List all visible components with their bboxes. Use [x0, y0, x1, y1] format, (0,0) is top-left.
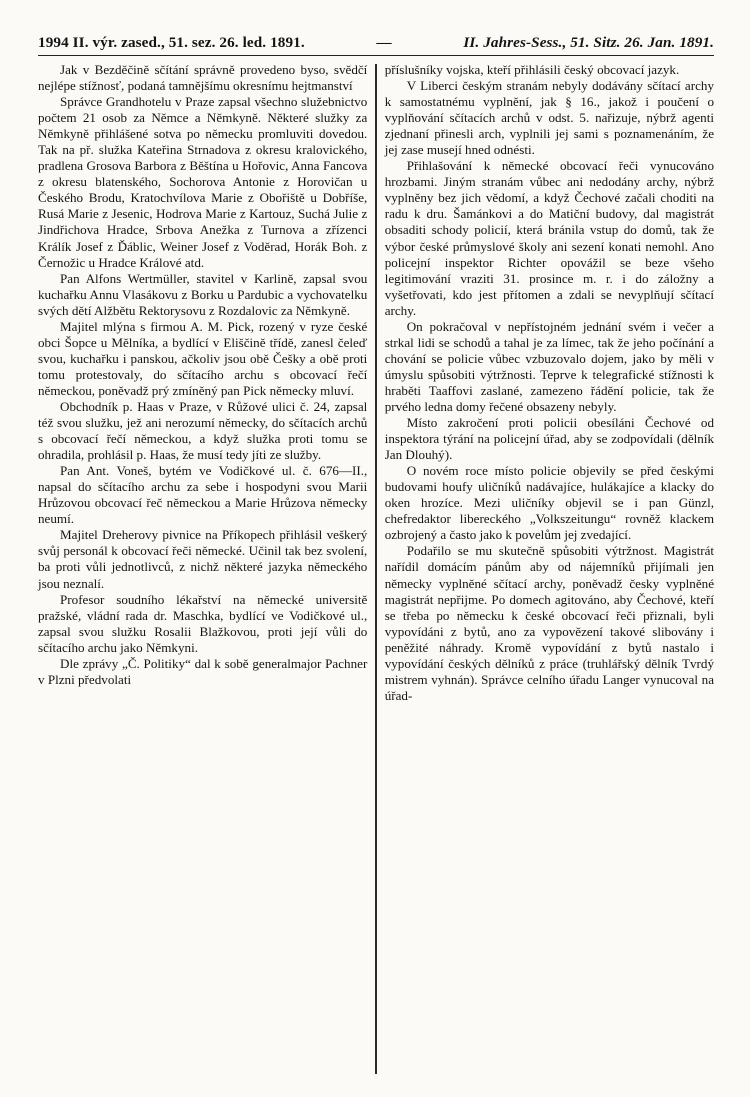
paragraph: Pan Ant. Voneš, bytém ve Vodičkové ul. č. 676—II., napsal do sčítacího archu za sebe i hospodyni svou Marii Hrůzovou obcovací řeč německou a Marie Hrůzova německy neumí.	[38, 463, 368, 527]
paragraph: Majitel mlýna s firmou A. M. Pick, rozený v ryze české obci Šopce u Mělníka, a bydlící v Eliščině třídě, zanesl čeleď svou, kuchařku i panskou, ačkoliv jsou obě Češky a obě proti tomu protestovaly, do sčítacího archu s obcovací řečí německou, poněvadž prý zmíněný pan Pick německy mluví.	[38, 318, 368, 398]
header-dash: —	[376, 34, 392, 51]
paragraph: Obchodník p. Haas v Praze, v Růžové ulici č. 24, zapsal též svou služku, jež ani nerozumí německy, do sčítacích archů s obcovací řečí německou, a když služka proti tomu se ohradila, prohlásil p. Haas, že musí tedy jíti ze služby.	[38, 398, 368, 463]
paragraph: Dle zprávy „Č. Politiky“ dal k sobě generalmajor Pachner v Plzni předvolati	[38, 655, 368, 687]
paragraph: Správce Grandhotelu v Praze zapsal všechno služebnictvo počtem 21 osob za Němce a Němkyně. Některé služky za Němkyně přihlášené sotva po německu promluviti dovedou. Tak na př. služka Kateřina Strnadova z okresu kralovického, pradlena Grosova Barbora z Běštína u Hořovic, Anna Fancova z okresu blatenského, Sochorova Antonie z Horovičan u Českého Brodu, Kratochvílova Marie z Obořiště u Dobříše, Rusá Marie z Jesenic, Hodrova Marie z Kartouz, Suchá Julie z Jindřichova Hradce, Srbova Anežka z Turnova a zřízenci Králík Josef z Ďáblic, Weiner Josef z Voděrad, Horák Boh. z Černožic u Hradce Králové atd.	[38, 94, 368, 270]
paragraph-continued: příslušníky vojska, kteří přihlásili český obcovací jazyk.	[384, 62, 680, 77]
left-column	[38, 62, 375, 1074]
paragraph: Místo zakročení proti policii obesíláni Čechové od inspektora týrání na policejní úřad, aby se zodpovídali (dělník Jan Dlouhý).	[384, 415, 715, 463]
paragraph: Přihlašování k německé obcovací řeči vynucováno hrozbami. Jiným stranám vůbec ani nedodány archy, nýbrž vyplněny bez jich vědomí, a když Čechové začali choditi na radu k dru. Šamánkovi a do Matiční budovy, dal magistrát obsaditi schody policií, která bránila vstup do domů, tak že výbor české průmyslové školy ani sezení konati nemohl. Ano policejní inspektor Richter opovážil se beze všeho legitimování vraziti 31. prosince m. r. i do záložny a vyšetřovati, kdo jest přítomen a zdali se nevyplňují sčítací archy.	[384, 158, 715, 318]
paragraph: Majitel Dreherovy pivnice na Příkopech přihlásil veškerý svůj personál k obcovací řeči německé. Učinil tak bez svolení, ba proti vůli jednotlivců, z nichž některé jazyka německého jsou neznalí.	[38, 527, 368, 591]
header-german: II. Jahres-Sess., 51. Sitz. 26. Jan. 1891.	[463, 34, 714, 51]
paragraph: Pan Alfons Wertmüller, stavitel v Karlině, zapsal svou kuchařku Annu Vlasákovu z Borku u Pardubic a vychovatelku svých dětí Alžbětu Rektorysovu z Rozdalovic za Němkyně.	[38, 270, 368, 318]
paragraph: Podařilo se mu skutečně spůsobiti výtržnost. Magistrát nařídil domácím pánům aby od nájemníků přijímali jen německy vyplněné sčítací archy, poněvadž česky vyplněné magistrát nepřijme. Po domech agitováno, aby Čechové, kteří se třeba po německu k české obcovací řeči přiznali, byli vypovídáni z bytů, ano za vypovězení takové slibovány i peněžité náhrady. Kromě vypovídání z bytů nastalo i vypovídání českých dělníků z práce (truhlářský dělník Tvrdý mistrem vyhnán). Správce celního úřadu Langer vynucoval na úřad-	[384, 543, 715, 703]
paragraph: Profesor soudního lékařství na německé universitě pražské, vládní rada dr. Maschka, bydlící ve Vodičkové ul., zapsal svou služku Rosalii Blažkovou, proti její vůli do sčítacího archu jako Němkyni.	[38, 591, 368, 655]
running-header	[38, 34, 714, 56]
header-czech: 1994 II. výr. zased., 51. sez. 26. led. 1891.	[38, 34, 305, 51]
paragraph: O novém roce místo policie objevily se před českými budovami houfy uličníků nadávajíce, hulákajíce a klacky do oken hrozíce. Mezi uličníky objevil se i pan Günzl, chefredaktor libereckého „Volkszeitungu“ rovněž klackem ozbrojený a často jako k povelům jej zvedající.	[384, 463, 715, 543]
paragraph: On pokračoval v nepřístojném jednání svém i večer a strkal lidi se schodů a tahal je za límec, tak že jeho počínání a chování se policie vůbec vzbuzovalo dojem, jako by měli v úmyslu spůsobiti výtržnosti. Teprve k telegrafické stížnosti k hraběti Taaffovi zaslané, zamezeno řádění policie, tak že prvého ledna domy řečené obsazeny nebyly.	[384, 318, 715, 414]
paragraph: Jak v Bezděčině sčítání správně provedeno byso, svědčí nejlépe stížnosť, podaná tamnějšímu okresnímu hejtmanství	[38, 62, 368, 94]
right-column	[377, 62, 714, 1074]
paragraph: V Liberci českým stranám nebyly dodávány sčítací archy k samostatnému vyplnění, jak § 16., jakož i poučení o vyplňování sčítacích archů v odst. 5. nařizuje, nýbrž agenti zjednaní přinesli arch, vyplnili jej sami s poznamenáním, že jej zase musejí hned odnésti.	[384, 78, 715, 158]
two-column-body	[38, 62, 714, 1074]
